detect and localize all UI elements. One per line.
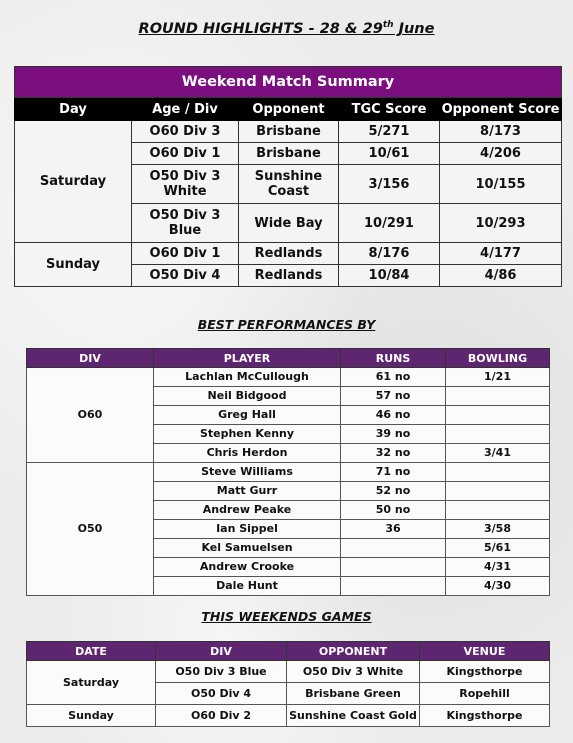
weekend-games-table (26, 641, 550, 727)
col-header-tgc-score: TGC Score (339, 98, 440, 121)
tgc-score-cell: 10/84 (339, 265, 440, 287)
match-summary-table (14, 66, 562, 287)
opponent-cell: Brisbane Green (287, 683, 420, 705)
player-cell: Steve Williams (154, 463, 341, 482)
col-header-venue: VENUE (420, 642, 550, 661)
bowling-cell (446, 463, 550, 482)
date-cell: Saturday (27, 661, 156, 705)
player-cell: Dale Hunt (154, 577, 341, 596)
player-cell: Matt Gurr (154, 482, 341, 501)
player-cell: Chris Herdon (154, 444, 341, 463)
table-row (15, 121, 562, 143)
best-performances-table (26, 348, 550, 596)
venue-cell: Ropehill (420, 683, 550, 705)
div-cell: O60 Div 3 (132, 121, 239, 143)
opponent-cell: Brisbane (239, 143, 339, 165)
opponent-cell: Redlands (239, 243, 339, 265)
col-header-runs: RUNS (341, 349, 446, 368)
day-cell: Saturday (15, 121, 132, 243)
player-cell: Andrew Crooke (154, 558, 341, 577)
venue-cell: Kingsthorpe (420, 705, 550, 727)
runs-cell: 50 no (341, 501, 446, 520)
venue-cell: Kingsthorpe (420, 661, 550, 683)
bowling-cell (446, 482, 550, 501)
this-weekends-games-heading: THIS WEEKENDS GAMES (201, 609, 372, 624)
runs-cell (341, 539, 446, 558)
opponent-cell: Brisbane (239, 121, 339, 143)
opponent-score-cell: 10/155 (440, 165, 562, 204)
runs-cell: 52 no (341, 482, 446, 501)
table-row (27, 368, 550, 387)
opponent-cell: Wide Bay (239, 204, 339, 243)
opponent-cell: Sunshine Coast Gold (287, 705, 420, 727)
div-cell: O50 Div 4 (132, 265, 239, 287)
player-cell: Kel Samuelsen (154, 539, 341, 558)
opponent-cell: Sunshine Coast (239, 165, 339, 204)
day-cell: Sunday (15, 243, 132, 287)
runs-cell: 36 (341, 520, 446, 539)
opponent-score-cell: 4/206 (440, 143, 562, 165)
bowling-cell (446, 425, 550, 444)
opponent-score-cell: 8/173 (440, 121, 562, 143)
runs-cell: 71 no (341, 463, 446, 482)
table-row (15, 243, 562, 265)
div-cell: O60 Div 1 (132, 243, 239, 265)
runs-cell: 39 no (341, 425, 446, 444)
bowling-cell (446, 406, 550, 425)
runs-cell: 61 no (341, 368, 446, 387)
col-header-opponent-score: Opponent Score (440, 98, 562, 121)
div-cell: O60 Div 2 (156, 705, 287, 727)
runs-cell (341, 558, 446, 577)
opponent-score-cell: 4/86 (440, 265, 562, 287)
bowling-cell: 4/30 (446, 577, 550, 596)
page-title: ROUND HIGHLIGHTS - 28 & 29th June (138, 20, 435, 37)
col-header-bowling: BOWLING (446, 349, 550, 368)
runs-cell: 57 no (341, 387, 446, 406)
col-header-div: DIV (27, 349, 154, 368)
div-cell: O50 Div 3 White (132, 165, 239, 204)
tgc-score-cell: 10/61 (339, 143, 440, 165)
opponent-cell: O50 Div 3 White (287, 661, 420, 683)
col-header-day: Day (15, 98, 132, 121)
date-cell: Sunday (27, 705, 156, 727)
col-header-opponent: Opponent (239, 98, 339, 121)
table-row (27, 463, 550, 482)
player-cell: Greg Hall (154, 406, 341, 425)
runs-cell (341, 577, 446, 596)
summary-title: Weekend Match Summary (15, 67, 562, 98)
tgc-score-cell: 5/271 (339, 121, 440, 143)
div-group-cell: O60 (27, 368, 154, 463)
tgc-score-cell: 8/176 (339, 243, 440, 265)
bowling-cell: 3/58 (446, 520, 550, 539)
best-performances-heading: BEST PERFORMANCES BY (197, 317, 376, 332)
runs-cell: 46 no (341, 406, 446, 425)
div-cell: O50 Div 3 Blue (132, 204, 239, 243)
runs-cell: 32 no (341, 444, 446, 463)
div-cell: O60 Div 1 (132, 143, 239, 165)
bowling-cell: 3/41 (446, 444, 550, 463)
bowling-cell (446, 501, 550, 520)
col-header-age-div: Age / Div (132, 98, 239, 121)
col-header-date: DATE (27, 642, 156, 661)
tgc-score-cell: 10/291 (339, 204, 440, 243)
opponent-score-cell: 10/293 (440, 204, 562, 243)
bowling-cell (446, 387, 550, 406)
bowling-cell: 4/31 (446, 558, 550, 577)
player-cell: Lachlan McCullough (154, 368, 341, 387)
player-cell: Andrew Peake (154, 501, 341, 520)
div-cell: O50 Div 3 Blue (156, 661, 287, 683)
div-cell: O50 Div 4 (156, 683, 287, 705)
col-header-div: DIV (156, 642, 287, 661)
opponent-cell: Redlands (239, 265, 339, 287)
div-group-cell: O50 (27, 463, 154, 596)
player-cell: Ian Sippel (154, 520, 341, 539)
bowling-cell: 1/21 (446, 368, 550, 387)
col-header-opponent: OPPONENT (287, 642, 420, 661)
table-row (27, 705, 550, 727)
opponent-score-cell: 4/177 (440, 243, 562, 265)
col-header-player: PLAYER (154, 349, 341, 368)
bowling-cell: 5/61 (446, 539, 550, 558)
table-row (27, 661, 550, 683)
player-cell: Neil Bidgood (154, 387, 341, 406)
tgc-score-cell: 3/156 (339, 165, 440, 204)
player-cell: Stephen Kenny (154, 425, 341, 444)
